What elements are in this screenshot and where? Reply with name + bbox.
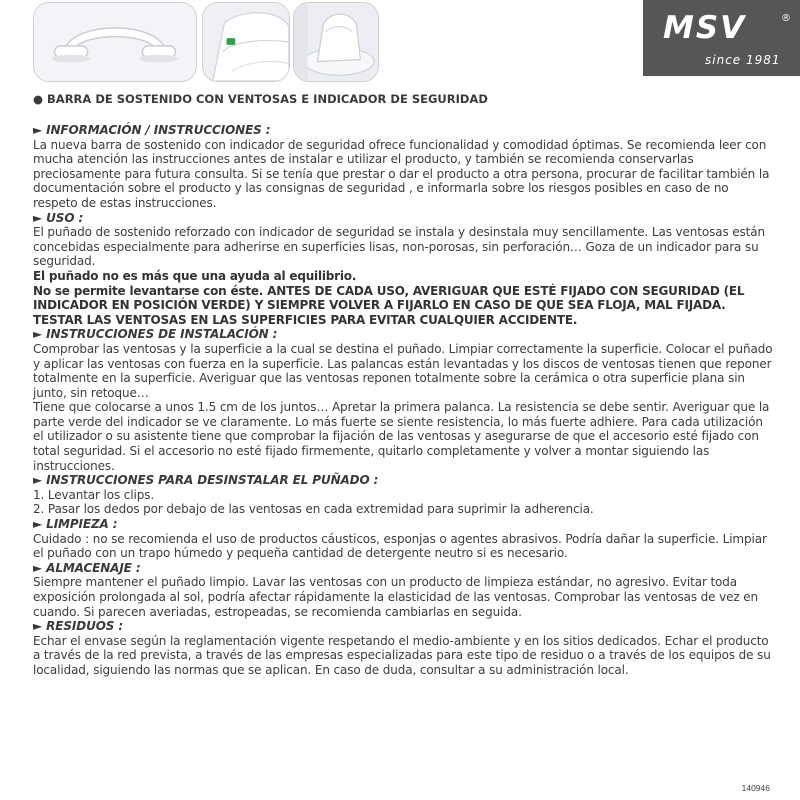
- paragraph-residuos: Echar el envase según la reglamentación vigente respetando el medio-ambiente y en los sitios dedicados. Echar el producto a través de la red prevista, a través de las empresas especializadas para este tipo de residuo o a través de los equipos de su localidad, siguiendo las normas que se aplican. En caso de duda, consultar a su administración local.: [33, 633, 771, 677]
- grab-bar-image: [34, 3, 196, 81]
- safety-indicator-image: [203, 3, 289, 81]
- paragraph-informacion: La nueva barra de sostenido con indicador de seguridad ofrece funcionalidad y comodidad óptimas. Se recomienda leer con mucha atención las instrucciones antes de instalar e utilizar el producto, y también se recomienda conservarlas preciosamente para futura consulta. Si se tenía que prestar o dar el producto a otra persona, procurar de facilitar también la documentación sobre el producto y las consignas de seguridad , e informarla sobre los riesgos posibles en caso de no respeto de estas instrucciones.: [33, 137, 770, 210]
- product-photo-lever: [293, 2, 379, 82]
- section-heading-desinstalar: ► INSTRUCCIONES PARA DESINSTALAR EL PUÑADO :: [33, 473, 379, 488]
- brand-tagline: since 1981: [705, 53, 781, 67]
- section-heading-almacenaje: ► ALMACENAJE :: [33, 560, 141, 575]
- paragraph-almacenaje: Siempre mantener el puñado limpio. Lavar las ventosas con un producto de limpieza estándar, no agresivo. Evitar toda exposición prolongada al sol, podría afectar rápidamente la elasticidad de las ventosas. Comprobar las ventosas de vez en cuando. Si parecen averiadas, estropeadas, se recomienda cambiarlas en seguida.: [33, 575, 758, 619]
- section-heading-instalacion: ► INSTRUCCIONES DE INSTALACIÓN :: [33, 327, 278, 342]
- lever-detail-image: [294, 3, 378, 81]
- step-2: 2. Pasar los dedos por debajo de las ventosas en cada extremidad para suprimir la adherencia.: [33, 502, 594, 517]
- product-photo-indicator: [202, 2, 290, 82]
- instructions-document: [33, 92, 773, 678]
- document-body: [33, 123, 773, 678]
- paragraph-uso: El puñado de sostenido reforzado con indicador de seguridad se instala y desinstala muy sencillamente. Las ventosas están concebidas especialmente para adherirse en superficies lisas, non-porosas, sin perforación… Goza de un indicador para su seguridad.: [33, 225, 765, 269]
- reference-number: 140946: [741, 783, 770, 793]
- section-heading-residuos: ► RESIDUOS :: [33, 619, 124, 634]
- warning-equilibrio: El puñado no es más que una ayuda al equilibrio.: [33, 268, 357, 283]
- section-heading-informacion: ► INFORMACIÓN / INSTRUCCIONES :: [33, 123, 271, 137]
- document-title: ● BARRA DE SOSTENIDO CON VENTOSAS E INDICADOR DE SEGURIDAD: [33, 92, 488, 106]
- brand-logo: [643, 0, 800, 76]
- paragraph-limpieza: Cuidado : no se recomienda el uso de productos cáusticos, esponjas o agentes abrasivos. Podría dañar la superficie. Limpiar el puñado con un trapo húmedo y pequeña cantidad de detergente neutro si es necesario.: [33, 531, 767, 561]
- section-heading-uso: ► USO :: [33, 210, 84, 225]
- paragraph-instalacion-2: Tiene que colocarse a unos 1.5 cm de los juntos… Apretar la primera palanca. La resistencia se debe sentir. Averiguar que la parte verde del indicador se ve claramente. Lo más fuerte se siente resistencia, lo más fuerte adhiere. Para cada utilización el utilizador o su asistente tiene que comprobar la fijación de las ventosas y asegurarse de que el accesorio esté fijado con total seguridad. Si el accesorio no esté fijado firmemente, quitarlo completamente y volver a montar siguiendo las instrucciones.: [33, 400, 770, 473]
- brand-logo-text: MSV: [663, 10, 747, 46]
- step-1: 1. Levantar los clips.: [33, 487, 155, 502]
- warning-seguridad: No se permite levantarse con éste. ANTES DE CADA USO, AVERIGUAR QUE ESTÉ FIJADO CON SEGURIDAD (EL INDICADOR EN POSICIÓN VERDE) Y SIEMPRE VOLVER A FIJARLO EN CASO DE QUE SEA FLOJA, MAL FIJADA. TESTAR LAS VENTOSAS EN LAS SUPERFICIES PARA EVITAR CUALQUIER ACCIDENTE.: [33, 283, 745, 327]
- section-heading-limpieza: ► LIMPIEZA :: [33, 517, 118, 532]
- registered-mark: ®: [781, 13, 791, 24]
- product-photo-grab-bar: [33, 2, 197, 82]
- paragraph-instalacion-1: Comprobar las ventosas y la superficie a la cual se destina el puñado. Limpiar correctamente la superficie. Colocar el puñado y aplicar las ventosas con fuerza en la superficie. Las palancas están levantadas y los discos de ventosas tienen que reponer totalmente en la superficie. Averiguar que las ventosas reponen totalmente sobre la cerámica o otra superficie plana sin junto, sin retoque…: [33, 341, 773, 400]
